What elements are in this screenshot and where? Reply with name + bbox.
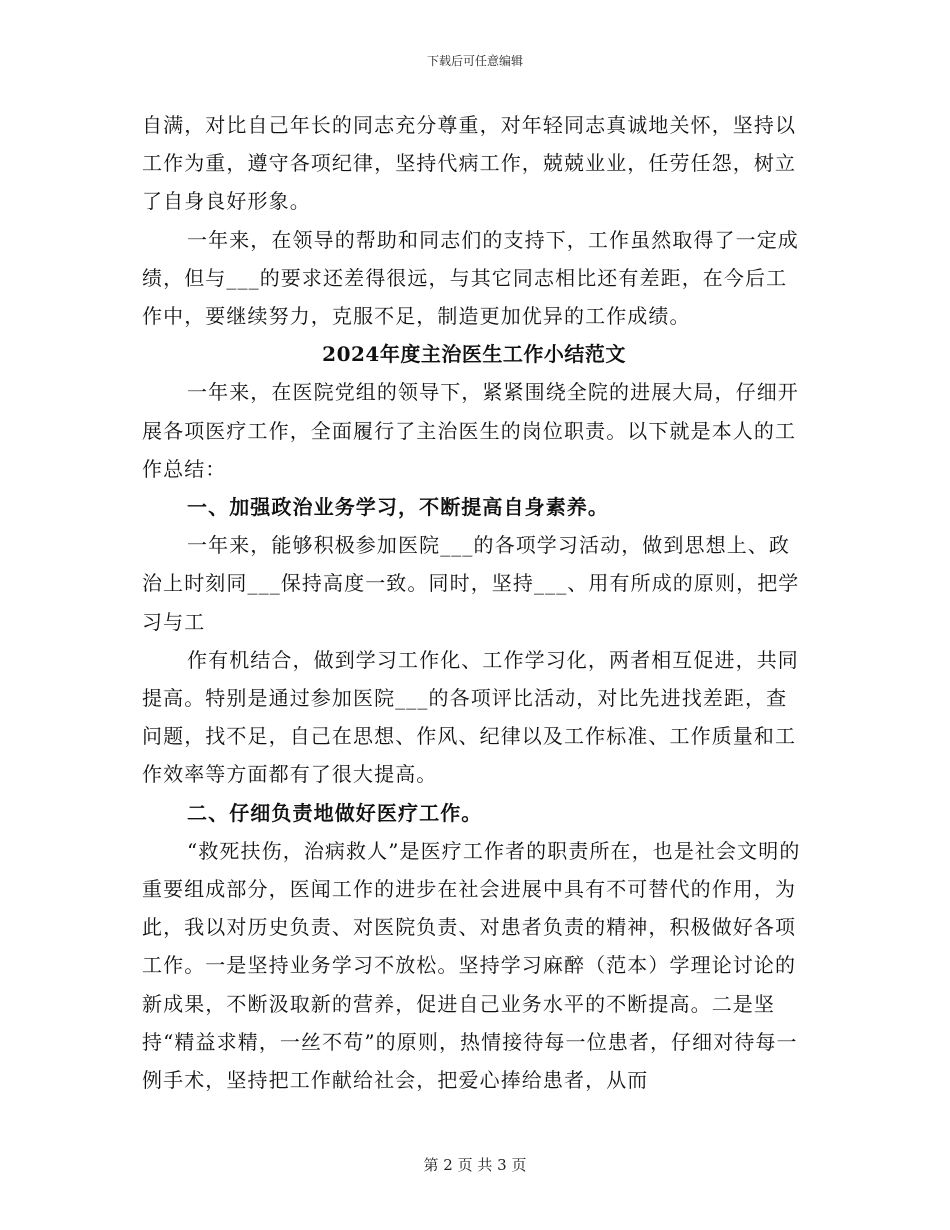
body-paragraph: 一年来，在领导的帮助和同志们的支持下，工作虽然取得了一定成绩，但与___的要求还差得很远，与其它同志相比还有差距，在今后工作中，要继续努力，克服不足，制造更加优异的工作成绩。 — [142, 227, 799, 329]
section-heading: 一、加强政治业务学习，不断提高自身素养。 — [187, 495, 609, 520]
body-paragraph: “救死扶伤，治病救人”是医疗工作者的职责所在，也是社会文明的重要组成部分，医闻工作的进步在社会进展中具有不可替代的作用，为此，我以对历史负责、对医院负责、对患者负责的精神，积极做好各项工作。一是坚持业务学习不放松。坚持学习麻醉（范本）学理论讨论的新成果，不断汲取新的营养，促进自己业务水平的不断提高。二是坚持“精益求精，一丝不苟”的原则，热情接待每一位患者，仔细对待每一例手术，坚持把工作献给社会，把爱心捧给患者，从而 — [142, 838, 801, 1093]
document-body — [142, 106, 806, 1099]
page-header: 下载后可任意编辑 — [426, 54, 523, 68]
section-heading: 二、仔细负责地做好医疗工作。 — [187, 800, 483, 825]
continuation-paragraph: 自满，对比自己年长的同志充分尊重，对年轻同志真诚地关怀，坚持以工作为重，遵守各项纪律，坚持代病工作，兢兢业业，任劳任怨，树立了自身良好形象。 — [142, 113, 797, 214]
page-number-footer: 第 2 页 共 3 页 — [423, 1156, 527, 1174]
body-paragraph: 一年来，在医院党组的领导下，紧紧围绕全院的进展大局，仔细开展各项医疗工作，全面履行了主治医生的岗位职责。以下就是本人的工作总结： — [142, 380, 799, 481]
body-paragraph: 作有机结合，做到学习工作化、工作学习化，两者相互促进，共同提高。特别是通过参加医院___的各项评比活动，对比先进找差距，查问题，找不足，自己在思想、作风、纪律以及工作标准、工作质量和工作效率等方面都有了很大提高。 — [142, 647, 799, 787]
document-title: 2024年度主治医生工作小结范文 — [322, 342, 626, 367]
body-paragraph: 一年来，能够积极参加医院___的各项学习活动，做到思想上、政治上时刻同___保持高度一致。同时，坚持___、用有所成的原则，把学习与工 — [142, 533, 800, 634]
